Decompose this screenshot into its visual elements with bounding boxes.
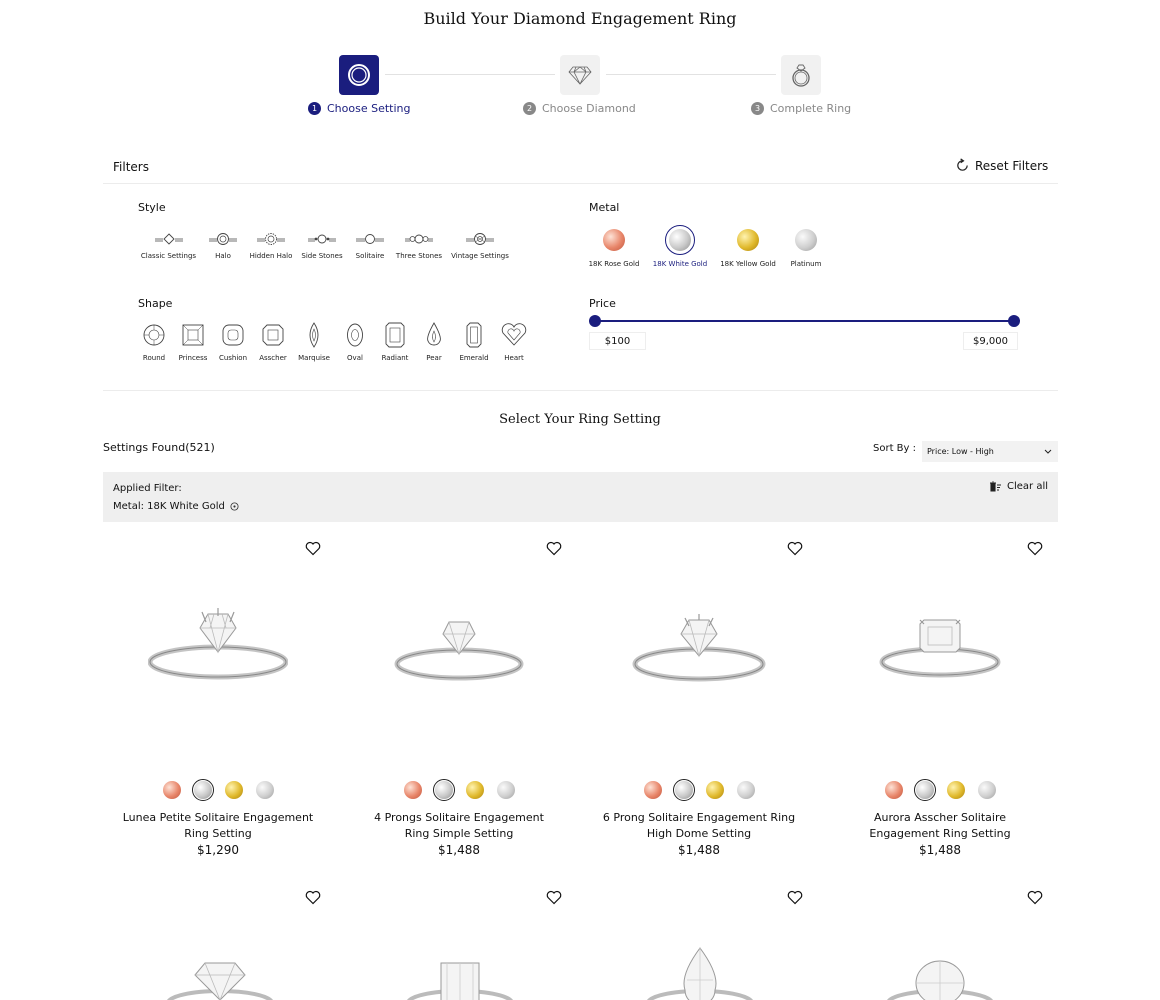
shape-label: Oval (347, 354, 363, 362)
step-label-text: Choose Diamond (542, 102, 636, 115)
style-label: Solitaire (355, 252, 385, 260)
sort-label: Sort By : (873, 443, 917, 454)
metal-yellow-gold[interactable] (718, 225, 778, 268)
reset-filters-button[interactable] (955, 158, 1048, 173)
shape-oval[interactable] (335, 322, 375, 362)
product-metal-swatches (98, 779, 338, 801)
swatch-white-gold[interactable] (914, 779, 936, 801)
ring-product-image[interactable] (629, 600, 769, 685)
wishlist-heart-icon[interactable] (787, 890, 803, 905)
metal-label: 18K Rose Gold (588, 260, 640, 268)
swatch-platinum[interactable] (495, 779, 517, 801)
divider (103, 390, 1058, 391)
style-hidden-halo[interactable] (247, 232, 295, 260)
applied-filters-bar (103, 472, 1058, 522)
section-title: Select Your Ring Setting (499, 412, 661, 427)
clear-all-button[interactable] (989, 481, 1048, 492)
ring-image-partial[interactable] (645, 945, 755, 1000)
shape-label: Marquise (298, 354, 330, 362)
yellow-gold-swatch (737, 229, 759, 251)
metal-swatch-selected (665, 225, 695, 255)
shape-princess[interactable] (173, 322, 213, 362)
product-name-line1[interactable]: 4 Prongs Solitaire Engagement (374, 811, 544, 824)
solitaire-setting-icon (355, 232, 385, 246)
step-3-label[interactable] (751, 102, 851, 115)
shape-marquise[interactable] (293, 322, 335, 362)
product-card[interactable] (339, 779, 579, 857)
shape-heart[interactable] (495, 322, 533, 362)
style-label: Classic Settings (140, 252, 197, 260)
white-gold-dot (435, 781, 453, 799)
step-3-icon-box[interactable] (781, 55, 821, 95)
platinum-dot (256, 781, 274, 799)
product-name-line2[interactable]: Engagement Ring Setting (869, 827, 1011, 840)
platinum-dot (737, 781, 755, 799)
wishlist-heart-icon[interactable] (546, 541, 562, 556)
chevron-down-icon (1044, 449, 1052, 455)
metal-swatch (599, 225, 629, 255)
metal-white-gold[interactable] (642, 225, 718, 268)
step-number: 3 (751, 102, 764, 115)
style-label: Halo (215, 252, 231, 260)
white-gold-dot (194, 781, 212, 799)
sort-value: Price: Low - High (927, 447, 994, 456)
shape-asscher[interactable] (253, 322, 293, 362)
step-2-icon-box[interactable] (560, 55, 600, 95)
diamond-icon (568, 65, 592, 85)
white-gold-dot (675, 781, 693, 799)
heart-shape-icon (501, 322, 527, 348)
swatch-yellow-gold[interactable] (945, 779, 967, 801)
platinum-dot (978, 781, 996, 799)
step-number: 1 (308, 102, 321, 115)
swatch-rose-gold[interactable] (883, 779, 905, 801)
wishlist-heart-icon[interactable] (1027, 541, 1043, 556)
product-metal-swatches (339, 779, 579, 801)
yellow-gold-dot (466, 781, 484, 799)
radiant-shape-icon (383, 322, 407, 348)
swatch-platinum[interactable] (254, 779, 276, 801)
white-gold-swatch (669, 229, 691, 251)
princess-shape-icon (181, 322, 205, 348)
vintage-setting-icon (465, 232, 495, 246)
price-slider-track[interactable] (595, 320, 1015, 322)
metal-filter-label: Metal (589, 201, 620, 214)
ring-image-partial[interactable] (165, 945, 275, 1000)
product-price: $1,290 (197, 843, 239, 857)
ring-icon (790, 62, 812, 88)
style-label: Vintage Settings (451, 252, 509, 260)
shape-label: Round (142, 354, 166, 362)
swatch-rose-gold[interactable] (161, 779, 183, 801)
results-count: Settings Found(521) (103, 441, 215, 454)
wishlist-heart-icon[interactable] (305, 890, 321, 905)
product-price: $1,488 (919, 843, 961, 857)
side-stones-setting-icon (307, 232, 337, 246)
applied-filter-text: Metal: 18K White Gold (113, 501, 225, 512)
swatch-white-gold[interactable] (673, 779, 695, 801)
wishlist-heart-icon[interactable] (1027, 890, 1043, 905)
step-label-text: Choose Setting (327, 102, 411, 115)
metal-options (586, 225, 834, 268)
style-classic-settings[interactable] (138, 232, 199, 260)
shape-round[interactable] (135, 322, 173, 362)
refresh-icon (955, 158, 970, 173)
platinum-dot (497, 781, 515, 799)
price-max-handle[interactable] (1008, 315, 1020, 327)
shape-label: Radiant (381, 354, 409, 362)
rose-gold-dot (404, 781, 422, 799)
reset-filters-label: Reset Filters (975, 158, 1049, 173)
product-card[interactable] (579, 779, 819, 857)
shape-cushion[interactable] (213, 322, 253, 362)
clear-filter-icon (989, 481, 1002, 492)
wishlist-heart-icon[interactable] (305, 541, 321, 556)
swatch-yellow-gold[interactable] (704, 779, 726, 801)
metal-rose-gold[interactable] (586, 225, 642, 268)
product-price: $1,488 (678, 843, 720, 857)
product-name-line1[interactable]: 6 Prong Solitaire Engagement Ring (602, 811, 796, 824)
page-title: Build Your Diamond Engagement Ring (423, 9, 737, 28)
product-metal-swatches (820, 779, 1060, 801)
step-connector (385, 74, 555, 75)
divider (103, 183, 1058, 184)
product-name-line1[interactable]: Lunea Petite Solitaire Engagement (122, 811, 314, 824)
metal-label: 18K Yellow Gold (720, 260, 776, 268)
wishlist-heart-icon[interactable] (787, 541, 803, 556)
style-halo[interactable] (199, 232, 247, 260)
product-card[interactable] (98, 779, 338, 857)
style-side-stones[interactable] (295, 232, 349, 260)
style-label: Side Stones (301, 252, 343, 260)
shape-label: Cushion (218, 354, 248, 362)
platinum-swatch (795, 229, 817, 251)
style-label: Hidden Halo (249, 252, 293, 260)
product-name-line2[interactable]: High Dome Setting (646, 827, 752, 840)
shape-pear[interactable] (415, 322, 453, 362)
shape-label: Heart (504, 354, 524, 362)
metal-platinum[interactable] (778, 225, 834, 268)
swatch-rose-gold[interactable] (402, 779, 424, 801)
price-min-handle[interactable] (589, 315, 601, 327)
yellow-gold-dot (947, 781, 965, 799)
yellow-gold-dot (225, 781, 243, 799)
metal-swatch (733, 225, 763, 255)
price-min-input[interactable]: $100 (589, 332, 646, 350)
applied-filter-chip[interactable] (113, 501, 239, 512)
cushion-shape-icon (221, 322, 245, 348)
rose-gold-dot (885, 781, 903, 799)
product-name-line2[interactable]: Ring Setting (184, 827, 252, 840)
product-price: $1,488 (438, 843, 480, 857)
rose-gold-dot (163, 781, 181, 799)
asscher-shape-icon (261, 322, 285, 348)
ring-product-image[interactable] (389, 600, 529, 685)
step-number: 2 (523, 102, 536, 115)
style-label: Three Stones (395, 252, 443, 260)
classic-setting-icon (154, 232, 184, 246)
emerald-shape-icon (462, 322, 486, 348)
style-options (138, 232, 513, 260)
clear-all-label: Clear all (1006, 481, 1048, 492)
swatch-platinum[interactable] (735, 779, 757, 801)
three-stones-setting-icon (404, 232, 434, 246)
rose-gold-dot (644, 781, 662, 799)
filters-heading: Filters (113, 160, 149, 174)
round-shape-icon (142, 322, 166, 348)
step-connector (606, 74, 776, 75)
step-1-label[interactable] (308, 102, 411, 115)
rose-gold-swatch (603, 229, 625, 251)
swatch-rose-gold[interactable] (642, 779, 664, 801)
ring-product-image[interactable] (870, 600, 1010, 685)
metal-label: 18K White Gold (652, 260, 708, 268)
swatch-yellow-gold[interactable] (223, 779, 245, 801)
style-solitaire[interactable] (349, 232, 391, 260)
hidden-halo-setting-icon (256, 232, 286, 246)
swatch-platinum[interactable] (976, 779, 998, 801)
swatch-white-gold[interactable] (433, 779, 455, 801)
step-label-text: Complete Ring (770, 102, 852, 115)
white-gold-dot (916, 781, 934, 799)
swatch-white-gold[interactable] (192, 779, 214, 801)
applied-filter-title: Applied Filter: (113, 483, 182, 494)
shape-radiant[interactable] (375, 322, 415, 362)
shape-label: Princess (178, 354, 208, 362)
yellow-gold-dot (706, 781, 724, 799)
marquise-shape-icon (302, 322, 326, 348)
step-1-icon-box[interactable] (339, 55, 379, 95)
style-three-stones[interactable] (391, 232, 447, 260)
ring-image-partial[interactable] (405, 945, 515, 1000)
halo-setting-icon (208, 232, 238, 246)
ring-circle-icon (346, 62, 372, 88)
ring-product-image[interactable] (148, 600, 288, 685)
product-name-line1[interactable]: Aurora Asscher Solitaire (873, 811, 1007, 824)
product-name-line2[interactable]: Ring Simple Setting (404, 827, 514, 840)
sort-select[interactable] (922, 441, 1058, 462)
shape-label: Asscher (259, 354, 287, 362)
remove-filter-icon[interactable] (230, 502, 239, 511)
price-filter-label: Price (589, 297, 616, 310)
price-max-input[interactable]: $9,000 (963, 332, 1018, 350)
product-metal-swatches (579, 779, 819, 801)
metal-swatch (791, 225, 821, 255)
shape-label: Emerald (459, 354, 489, 362)
swatch-yellow-gold[interactable] (464, 779, 486, 801)
ring-image-partial[interactable] (885, 945, 995, 1000)
pear-shape-icon (422, 322, 446, 348)
product-card[interactable] (820, 779, 1060, 857)
step-2-label[interactable] (523, 102, 636, 115)
wishlist-heart-icon[interactable] (546, 890, 562, 905)
shape-options (135, 322, 533, 362)
style-filter-label: Style (138, 201, 166, 214)
oval-shape-icon (343, 322, 367, 348)
shape-emerald[interactable] (453, 322, 495, 362)
shape-filter-label: Shape (138, 297, 173, 310)
metal-label: Platinum (790, 260, 822, 268)
shape-label: Pear (426, 354, 442, 362)
style-vintage-settings[interactable] (447, 232, 513, 260)
